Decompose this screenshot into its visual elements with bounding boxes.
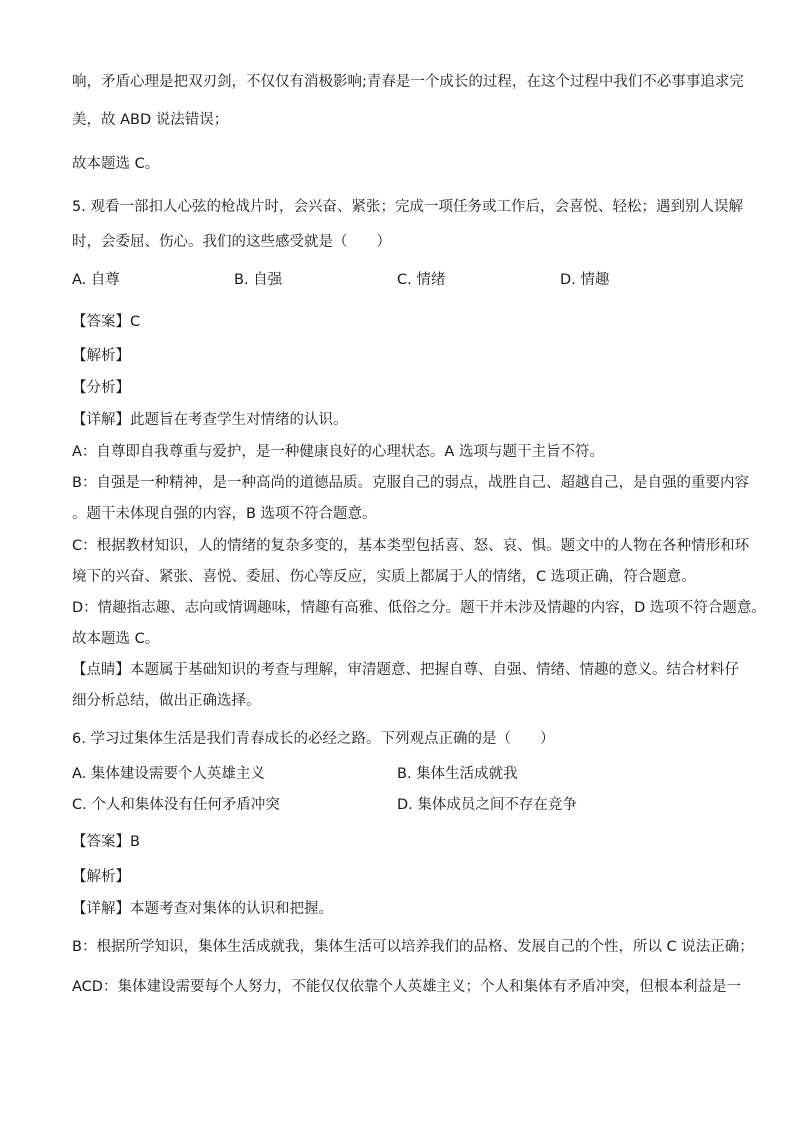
question-5-stem: 时，会委屈、伤心。我们的这些感受就是（ ） [72, 234, 391, 250]
text-line: 故本题选 C。 [72, 156, 160, 172]
answer-label: 【答案】B [72, 834, 140, 850]
text-line: 美，故 ABD 说法错误； [72, 112, 229, 128]
q6-option-c: C. 个人和集体没有任何矛盾冲突 [72, 797, 280, 813]
q5-option-c: C. 情绪 [397, 272, 446, 288]
explanation-line: 境下的兴奋、紧张、喜悦、委屈、伤心等反应，实质上都属于人的情绪，C 选项正确，符合题意。 [72, 569, 696, 585]
explanation-line: A：自尊即自我尊重与爱护，是一种健康良好的心理状态。A 选项与题干主旨不符。 [72, 444, 604, 460]
question-6-stem: 6. 学习过集体生活是我们青春成长的必经之路。下列观点正确的是（ ） [72, 731, 555, 747]
explanation-line: 。题干未体现自强的内容，B 选项不符合题意。 [72, 506, 377, 522]
q5-option-b: B. 自强 [234, 272, 283, 288]
q5-option-a: A. 自尊 [72, 272, 120, 288]
q6-option-d: D. 集体成员之间不存在竞争 [397, 797, 577, 813]
explanation-line: B：根据所学知识，集体生活成就我，集体生活可以培养我们的品格、发展自己的个性，所以 C 说法正确； [72, 939, 754, 955]
explanation-line: 【详解】本题考查对集体的认识和把握。 [72, 901, 333, 917]
question-5-stem: 5. 观看一部扣人心弦的枪战片时，会兴奋、紧张；完成一项任务或工作后，会喜悦、轻松；遇到别人误解 [72, 199, 743, 215]
analysis-section: 【分析】 [72, 380, 130, 396]
q6-option-b: B. 集体生活成就我 [397, 766, 518, 782]
analysis-label: 【解析】 [72, 869, 130, 885]
remark-line: 细分析总结，做出正确选择。 [72, 693, 261, 709]
q5-option-d: D. 情趣 [560, 272, 610, 288]
q6-option-a: A. 集体建设需要个人英雄主义 [72, 766, 265, 782]
explanation-line: D：情趣指志趣、志向或情调趣味，情趣有高雅、低俗之分。题干并未涉及情趣的内容，D 选项不符合题意。 [72, 600, 766, 616]
explanation-line: B：自强是一种精神，是一种高尚的道德品质。克服自己的弱点，战胜自己、超越自己，是自强的重要内容 [72, 475, 749, 491]
answer-label: 【答案】C [72, 314, 141, 330]
explanation-line: 故本题选 C。 [72, 631, 160, 647]
remark-line: 【点睛】本题属于基础知识的考查与理解，审清题意、把握自尊、自强、情绪、情趣的意义。结合材料仔 [72, 662, 739, 678]
explanation-line: 【详解】此题旨在考查学生对情绪的认识。 [72, 412, 348, 428]
analysis-label: 【解析】 [72, 348, 130, 364]
explanation-line: ACD：集体建设需要每个人努力，不能仅仅依靠个人英雄主义；个人和集体有矛盾冲突，但根本利益是一 [72, 979, 741, 995]
text-line: 响，矛盾心理是把双刃剑，不仅仅有消极影响;青春是一个成长的过程，在这个过程中我们不必事事追求完 [72, 74, 744, 90]
explanation-line: C：根据教材知识，人的情绪的复杂多变的，基本类型包括喜、怒、哀、惧。题文中的人物在各种情形和环 [72, 538, 750, 554]
